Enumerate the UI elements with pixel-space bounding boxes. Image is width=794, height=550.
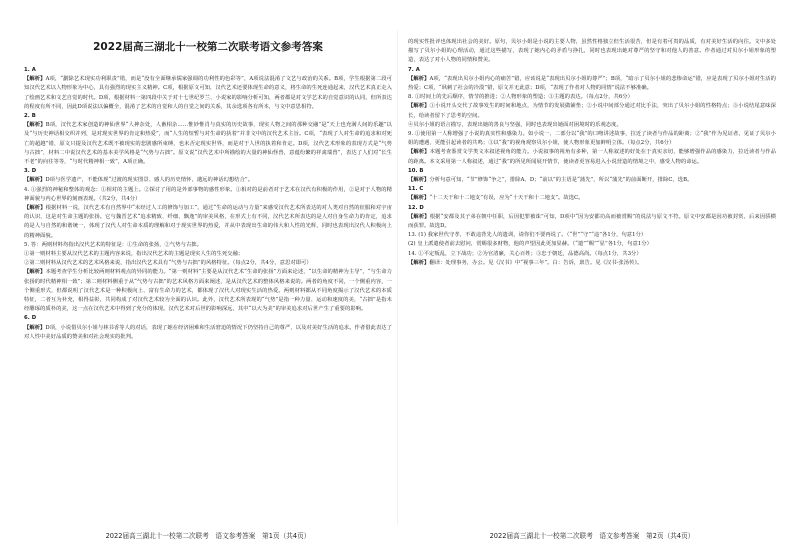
paragraph-text: “十二天干和十二地支”有误，应为“十天干和十二地支”。故选C。 bbox=[429, 195, 584, 202]
page-title: 2022届高三湖北十一校第二次联考语文参考答案 bbox=[93, 41, 323, 53]
analysis-label: 【解析】 bbox=[408, 149, 430, 156]
answer-paragraph bbox=[408, 93, 776, 102]
paragraph-text: 的现实性批评也体现出社会的美好。原句，贝尔小姐是小说的主要人物，虽然性格独立但生活很苦，但是有着可贵的品质，有对美好生活的向往。文中多处描写了贝尔小姐的心理活动，通过这些描写，表现了她内心的矛盾与挣扎，同时也表现出她对尊严的坚守和对他人的善意。作者通过对贝尔小姐形象的塑造，表达了对小人物的同情和赞美。 bbox=[408, 39, 776, 64]
paragraph-text: D项与医学遗产，不能体现“过渡的现实图景、感人的历史情怀，邈远的神话幻想结合”。 bbox=[45, 177, 254, 184]
analysis-label: 【解析】 bbox=[24, 205, 46, 212]
answer-paragraph bbox=[24, 186, 392, 204]
column-divider bbox=[397, 30, 398, 525]
paragraph-text: ②第二则材料从汉代艺术的艺术风格来说，指出汉代艺术具有“气势与古拙”的风格特征。（每点2分，共4分，意思对即可） bbox=[24, 260, 312, 267]
question-number: 7. A bbox=[408, 66, 420, 73]
answer-paragraph bbox=[24, 259, 392, 268]
answer-paragraph bbox=[408, 250, 776, 259]
question-number: 11. C bbox=[408, 186, 424, 193]
paragraph-text: 13. (1) 我家世代守孝，不敢违背先人的遗训，请你们不要再说了。（“世”“守”“违”各1分，句意1分） bbox=[408, 232, 647, 239]
answer-paragraph bbox=[408, 148, 776, 166]
paragraph-text: ①小说开头交代了故事发生的时间和地点，为情节的发展做铺垫；②小说中间部分通过对比手法，突出了贝尔小姐的性格特点；③小说结尾意味深长，给读者留下了思考的空间。 bbox=[408, 103, 776, 119]
answer-paragraph bbox=[408, 231, 776, 240]
paragraph-text: 根据“安都及其子弟在朝中任职，后因犯罪被诛”可知，D项中“因为安都功高而被赏赐”的说法与原文不符。原文中安都是因功被封赏，后来因骄横而获罪。故选D。 bbox=[408, 213, 776, 230]
paragraph-text: 4. ①强烈的神秘和整体的观念：①相对的主题上。②探讨了用的是外部事物的感性形象。①相对的是前者对于艺术在汉代有积极的作用，②是对于人物的精神面貌与内心世界的刻画表现。（共2分，共4分） bbox=[24, 186, 392, 202]
answer-paragraph bbox=[24, 324, 392, 342]
answer-paragraph bbox=[408, 176, 776, 185]
right-column bbox=[408, 0, 776, 550]
question-number: 1. A bbox=[24, 67, 36, 73]
answer-paragraph bbox=[408, 121, 776, 130]
paragraph-text: A项，“表现出贝尔小姐内心的痛苦”错，应该说是“表现出贝尔小姐的尊严”；B项，“暗示了贝尔小姐的悲惨命运”错，应是表现了贝尔小姐对生活的热爱；C项，“讽刺了社会的冷漠”错，原文并无此意；D项，“表现了作者对人物的同情”说法不够准确。 bbox=[408, 75, 777, 92]
paragraph-text: 9. ①使用第一人称增强了小说的真实性和感染力。如小说一、二部分以“我”的口吻讲述故事，拉近了读者与作品的距离；②“我”作为见证者，见证了贝尔小姐的遭遇，更能引起读者的共鸣；③以“我”的视角观察贝尔小姐，使人物形象更加鲜明立体。（每点2分，共6分） bbox=[408, 131, 776, 147]
left-column-body bbox=[24, 66, 392, 342]
footer-left: 2022届高三湖北十一校第二次联考 语文参考答案 第1页（共4页） bbox=[105, 532, 311, 540]
answer-paragraph bbox=[24, 250, 392, 259]
paragraph-text: 根据材料一说，汉代艺术有自然界中“未经过人工的修饰与加工”，通过“生命的运动与力量”来感受汉代艺术所表达的对人类对自然的征服和对宇宙的认识，这是对生命主题的张扬。它与魏晋艺术“追求精致、纤细、飘逸”的审美风格，在形式上有不同，汉代艺术所表达的是人对自身生命力的肯定，追求的是人与自然的和谐统一，体现了汉代人对生命本质的理解和对于现实世界的热爱，并从中表现出生命的伟大和人性的光辉，同时也表现出汉代人积极向上的精神面貌。 bbox=[24, 205, 392, 239]
analysis-label: 【解析】 bbox=[24, 324, 46, 331]
analysis-label: 【解析】 bbox=[24, 177, 46, 184]
footer-right: 2022届高三湖北十一校第二次联考 语文参考答案 第2页（共4页） bbox=[489, 532, 695, 540]
answer-paragraph bbox=[408, 102, 776, 120]
paragraph-text: 翻译：处理事务，办公。见《汉书》中“视事三年”。白：告诉，禀告。见《汉书·张汤传》。 bbox=[429, 259, 643, 266]
answer-paragraph bbox=[408, 130, 776, 148]
answer-paragraph bbox=[408, 75, 776, 93]
paragraph-text: 分析句意可知，“节”修饰“争之”，排除A、D；“前以”的主语是“蒲先”，所以“蒲先”的前面断开，排除C，选B。 bbox=[429, 177, 693, 184]
question-number: 10. B bbox=[408, 167, 424, 174]
analysis-label: 【解析】 bbox=[408, 259, 430, 266]
answer-paragraph bbox=[408, 213, 776, 231]
analysis-label: 【解析】 bbox=[24, 269, 46, 276]
answer-paragraph bbox=[408, 240, 776, 249]
analysis-label: 【解析】 bbox=[408, 213, 430, 220]
answer-paragraph bbox=[408, 38, 776, 66]
paragraph-text: ④贝尔小姐的语言描写，表现出她的善良与坚强，同时也表现出她面对困境时的乐观态度。 bbox=[408, 121, 622, 128]
analysis-label: 【解析】 bbox=[24, 76, 46, 83]
answer-paragraph bbox=[24, 176, 392, 185]
answer-paragraph bbox=[24, 268, 392, 314]
paragraph-text: 本题考查学生分析比较两则材料观点的异同的能力。“第一则材料”主要是从汉代艺术“生命的张扬”方面来论述，“以生命的精神为主导”，“与生命力张扬的时代精神相一致”；第二则材料侧重于从“气势与古拙”的艺术风格方面来阐述，是从汉代艺术的整体风格来说的。两者的角度不同，一个侧重内容，一个侧重形式，但都说明了汉代艺术是一种积极向上、富有生命力的艺术，都体现了汉代人对现实生活的热爱。两则材料都从不同角度揭示了汉代艺术的本质特征，二者互为补充，相得益彰，共同构成了对汉代艺术较为全面的认识。此外，汉代艺术所表现的“气势”是指一种力量、运动和速度的美，“古拙”是指未经雕琢的质朴的美，这一点在汉代艺术中得到了充分的体现。汉代艺术对后世的影响深远，其中“以大为美”的审美追求对后世产生了重要的影响。 bbox=[24, 269, 392, 313]
analysis-label: 【解析】 bbox=[24, 122, 46, 129]
analysis-label: 【解析】 bbox=[408, 195, 430, 202]
paragraph-text: 8. ①时间上的先后顺序，情节的推进；②人物形象的塑造；③主题的表达。（每点2分，共6分） bbox=[408, 94, 633, 101]
analysis-label: 【解析】 bbox=[408, 103, 430, 110]
paragraph-text: D项，小说借贝尔小姐与林书香等人的对话，表现了她在经济困难和生活窘迫的情况下仍坚持自己的尊严，以及对美好生活的追求。作者借此表达了对人性中美好品质的赞美和对社会现实的批判。 bbox=[24, 324, 392, 340]
paragraph-text: 14. ①平定叛乱，立下战功；②为官清廉，关心百姓；③忠于朝廷，品德高尚。（每点1分，共3分） bbox=[408, 250, 642, 257]
paragraph-text: 本题考查鉴赏文学类文本叙述视角的能力。小说叙事的视角有多种，第一人称叙述的好处在于真实亲切，能够增强作品的感染力，拉近读者与作品的距离。本文采用第一人称叙述，通过“我”的所见所闻展开情节，使读者更容易进入小说营造的情境之中，感受人物的命运。 bbox=[408, 149, 776, 165]
question-number: 12. D bbox=[408, 204, 424, 211]
answer-paragraph bbox=[24, 75, 392, 112]
answer-paragraph bbox=[24, 204, 392, 241]
answer-paragraph bbox=[24, 241, 392, 250]
paragraph-text: 5. 答：两则材料均指出汉代艺术的特征是：①生命的张扬，②气势与古拙。 bbox=[24, 241, 202, 248]
question-number: 2. B bbox=[24, 113, 36, 120]
paragraph-text: (2) 皇上派遣使者前去慰问，赏赐很多财物，他的声望因此更加显赫。（“遣”“赐”“显”各1分，句意1分） bbox=[408, 241, 653, 248]
analysis-label: 【解析】 bbox=[408, 75, 430, 82]
paragraph-text: ①第一则材料主要从汉代艺术的主题内容来说，指出汉代艺术的主题是现实人生的生死交融； bbox=[24, 251, 244, 258]
analysis-label: 【解析】 bbox=[408, 177, 430, 184]
question-number: 6. D bbox=[24, 315, 37, 322]
answer-paragraph bbox=[24, 121, 392, 167]
left-column bbox=[24, 0, 392, 550]
paragraph-text: A项，“劃除艺术现实功利职责”错，而是“没有全面继承儒家强调的功利性的色彩等”，A项说法混淆了文艺与政治的关系。B项，学生根据第二段可知汉代艺术以人物形象为中心，具有强烈的现实主义精神。C项，根据原文可知，汉代艺术还要体现生命的意义，将生命的生死连通起来，汉代艺术真正走入了绘画艺术和文艺自觉的时代。D项，根据材料一第四段中关于对十七世纪罗兰、小说家的影响分析可知，两者都是对文学艺术的自觉意识的认同，但所表达的程度有所不同，因此D项说法以偏概全，混淆了艺术的自觉和人的自觉之间的关系，其余选项各有所本，与文中意思相符。 bbox=[24, 76, 393, 110]
answer-paragraph bbox=[408, 194, 776, 203]
question-number: 3. D bbox=[24, 168, 37, 175]
right-column-body bbox=[408, 38, 776, 268]
answer-paragraph bbox=[408, 259, 776, 268]
paragraph-text: B项，汉代艺术家创造的神仙世界“人神杂处，人畜相杂……惟妙惟肖与真实的历史故事，现实人物之间的那种交融”是“天上也充满人间的乐趣”以及“与历史神话相交织并列，是对现实世界的肯定和热爱”，而“人生的短暂与对生命的执着”并非文中的汉代艺术主旨。C项，“表现了人对生命的追求和对死亡的超越”错，原文只提及汉代艺术既不被现实的悲剧感所束缚，也未否定现实世界，而是对于人世的执着和肯定。D项，汉代艺术形象的表现方式是“气势与古拙”，材料二中说汉代艺术的基本美学风格是“气势与古拙”。原文说“汉代艺术中所描绘的大量的神仙怪兽，意蕴纷繁的祥禽瑞兽”，表达了人们对“长生不老”的向往等等，“与时代精神相一致”，A项正确。 bbox=[24, 122, 393, 166]
